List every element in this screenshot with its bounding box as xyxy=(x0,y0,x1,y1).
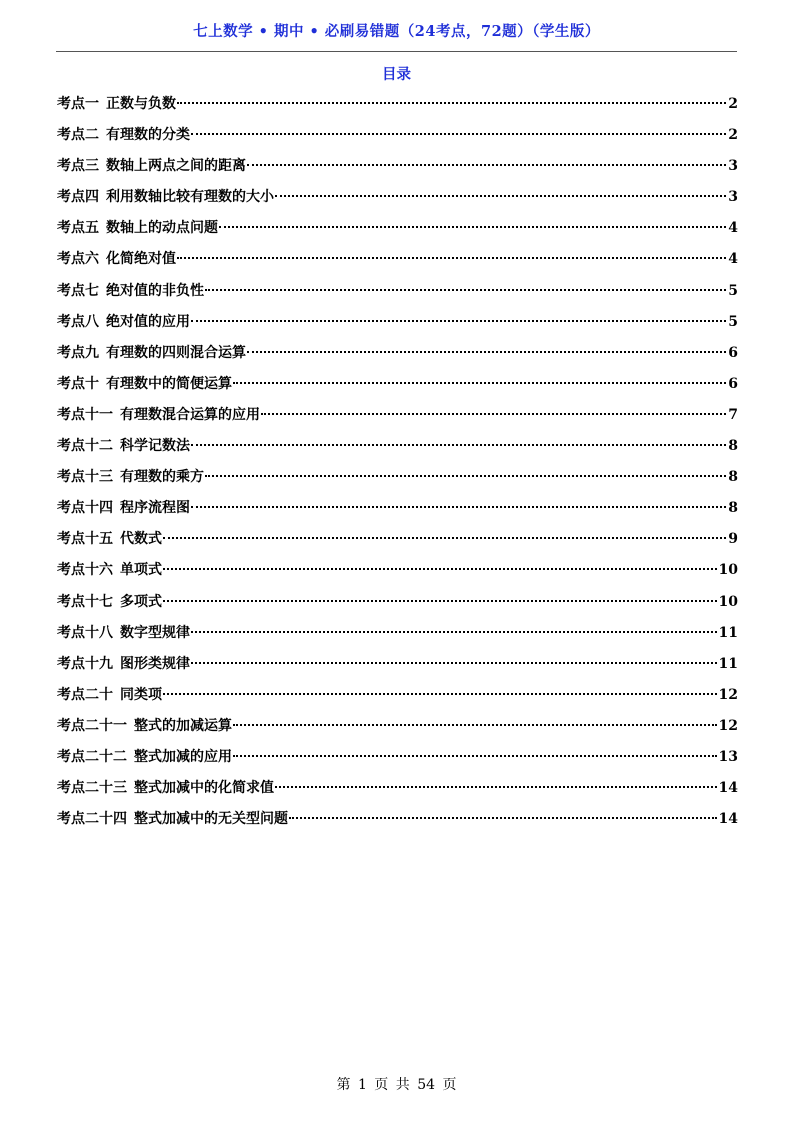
toc-dot-leader xyxy=(233,382,726,384)
toc-dot-leader xyxy=(163,600,717,602)
toc-dot-leader xyxy=(163,537,726,539)
toc-dot-leader xyxy=(177,257,726,259)
toc-entry[interactable] xyxy=(57,743,738,774)
toc-entry-title: 科学记数法 xyxy=(120,438,190,455)
toc-entry-title: 整式加减中的化简求值 xyxy=(134,780,274,797)
toc-entry-label: 考点八 xyxy=(57,313,99,330)
toc-entry-page-number: 2 xyxy=(728,96,738,112)
toc-dot-leader xyxy=(247,351,726,353)
toc-entry-label: 考点十二 xyxy=(57,438,113,455)
toc-entry-label: 考点九 xyxy=(57,344,99,361)
toc-entry[interactable] xyxy=(57,401,738,432)
toc-entry[interactable] xyxy=(57,525,738,556)
toc-entry-label: 考点十一 xyxy=(57,406,113,423)
toc-entry[interactable] xyxy=(57,650,738,681)
toc-entry-title: 利用数轴比较有理数的大小 xyxy=(106,189,274,206)
page-footer: 第 1 页 共 54 页 xyxy=(336,1077,457,1093)
toc-entry-title: 程序流程图 xyxy=(120,500,190,517)
toc-entry-page-number: 11 xyxy=(718,655,738,672)
toc-entry-title: 绝对值的应用 xyxy=(106,313,190,330)
toc-entry-page-number: 14 xyxy=(718,811,738,828)
toc-entry-label: 考点四 xyxy=(57,189,99,206)
toc-entry-page-number: 12 xyxy=(718,717,738,734)
toc-entry-title: 图形类规律 xyxy=(120,655,190,672)
toc-entry-label: 考点二十 xyxy=(57,686,113,703)
toc-entry-page-number: 13 xyxy=(718,748,738,765)
toc-entry-label: 考点二十一 xyxy=(57,717,127,734)
toc-entry-page-number: 6 xyxy=(728,344,738,361)
toc-entry-page-number: 5 xyxy=(728,282,738,299)
toc-dot-leader xyxy=(233,755,717,757)
toc-entry[interactable] xyxy=(57,121,738,152)
toc-entry[interactable] xyxy=(57,588,738,619)
toc-entry[interactable] xyxy=(57,277,738,308)
toc-entry-page-number: 9 xyxy=(728,531,738,548)
toc-entry-label: 考点七 xyxy=(57,282,99,299)
toc-entry-label: 考点六 xyxy=(57,251,99,268)
toc-entry-page-number: 11 xyxy=(718,624,738,641)
toc-entry[interactable] xyxy=(57,619,738,650)
toc-entry-label: 考点十三 xyxy=(57,469,113,486)
toc-dot-leader xyxy=(191,506,726,508)
toc-entry-label: 考点十五 xyxy=(57,531,113,548)
toc-entry[interactable] xyxy=(57,90,738,121)
toc-entry-page-number: 3 xyxy=(728,158,738,175)
toc-entry[interactable] xyxy=(57,152,738,183)
toc-entry[interactable] xyxy=(57,494,738,525)
toc-entry-label: 考点十四 xyxy=(57,500,113,517)
toc-dot-leader xyxy=(275,786,717,788)
toc-entry-label: 考点十九 xyxy=(57,655,113,672)
toc-entry-page-number: 3 xyxy=(728,189,738,206)
toc-entry-label: 考点三 xyxy=(57,158,99,175)
toc-entry-label: 考点十六 xyxy=(57,562,113,579)
toc-dot-leader xyxy=(205,289,726,291)
toc-dot-leader xyxy=(289,817,717,819)
toc-dot-leader xyxy=(219,226,726,228)
toc-entry-page-number: 6 xyxy=(728,375,738,392)
toc-dot-leader xyxy=(205,475,726,477)
toc-entry[interactable] xyxy=(57,183,738,214)
toc-entry-title: 有理数混合运算的应用 xyxy=(120,406,260,423)
toc-entry-title: 代数式 xyxy=(120,531,162,548)
toc-entry-title: 有理数的乘方 xyxy=(120,469,204,486)
toc-dot-leader xyxy=(163,693,717,695)
toc-dot-leader xyxy=(261,413,726,415)
toc-dot-leader xyxy=(247,164,726,166)
toc-dot-leader xyxy=(191,662,717,664)
toc-entry[interactable] xyxy=(57,556,738,587)
toc-entry-page-number: 2 xyxy=(728,127,738,144)
toc-entry-label: 考点二十四 xyxy=(57,811,127,828)
toc-entry[interactable] xyxy=(57,463,738,494)
toc-entry-title: 绝对值的非负性 xyxy=(106,282,204,299)
toc-entry-title: 整式加减中的无关型问题 xyxy=(134,811,288,828)
toc-entry-label: 考点二十三 xyxy=(57,780,127,797)
toc-entry-page-number: 8 xyxy=(728,500,738,517)
toc-entry-page-number: 10 xyxy=(718,593,738,610)
toc-entry-page-number: 10 xyxy=(718,562,738,579)
toc-entry-title: 整式的加减运算 xyxy=(134,717,232,734)
toc-dot-leader xyxy=(233,724,717,726)
toc-entry-title: 数字型规律 xyxy=(120,624,190,641)
toc-entry-title: 有理数的分类 xyxy=(106,127,190,144)
toc-entry[interactable] xyxy=(57,681,738,712)
toc-dot-leader xyxy=(177,102,726,104)
toc-entry-title: 同类项 xyxy=(120,686,162,703)
toc-entry-title: 整式加减的应用 xyxy=(134,748,232,765)
toc-entry[interactable] xyxy=(57,432,738,463)
toc-entry[interactable] xyxy=(57,214,738,245)
toc-entry[interactable] xyxy=(57,805,738,836)
toc-entry[interactable] xyxy=(57,245,738,276)
toc-entry-title: 数轴上两点之间的距离 xyxy=(106,158,246,175)
document-header-title: 七上数学 • 期中 • 必刷易错题（24考点，72题）（学生版） xyxy=(193,23,600,40)
toc-entry[interactable] xyxy=(57,339,738,370)
toc-entry-title: 单项式 xyxy=(120,562,162,579)
toc-dot-leader xyxy=(191,133,726,135)
toc-entry-page-number: 4 xyxy=(728,220,738,237)
toc-entry-label: 考点二十二 xyxy=(57,748,127,765)
toc-entry-label: 考点五 xyxy=(57,220,99,237)
toc-entry-page-number: 8 xyxy=(728,438,738,455)
toc-heading: 目录 xyxy=(382,66,411,83)
toc-entry-label: 考点十八 xyxy=(57,624,113,641)
toc-entry-title: 化简绝对值 xyxy=(106,251,176,268)
toc-dot-leader xyxy=(191,631,717,633)
toc-entry-title: 多项式 xyxy=(120,593,162,610)
header-divider xyxy=(56,51,737,52)
toc-dot-leader xyxy=(191,320,726,322)
toc-entry-page-number: 8 xyxy=(728,469,738,486)
toc-entry-page-number: 12 xyxy=(718,686,738,703)
toc-entry-label: 考点一 xyxy=(57,96,99,112)
toc-entry-label: 考点十 xyxy=(57,375,99,392)
toc-entry-page-number: 4 xyxy=(728,251,738,268)
toc-entry-label: 考点二 xyxy=(57,127,99,144)
toc-entry-label: 考点十七 xyxy=(57,593,113,610)
toc-dot-leader xyxy=(275,195,726,197)
toc-entry-page-number: 5 xyxy=(728,313,738,330)
toc-entry[interactable] xyxy=(57,712,738,743)
toc-entry[interactable] xyxy=(57,308,738,339)
toc-entry-page-number: 14 xyxy=(718,780,738,797)
toc-entry[interactable] xyxy=(57,370,738,401)
toc-entry[interactable] xyxy=(57,774,738,805)
toc-entry-title: 正数与负数 xyxy=(106,96,176,112)
toc-entry-page-number: 7 xyxy=(728,406,738,423)
toc-dot-leader xyxy=(191,444,726,446)
toc-entry-title: 数轴上的动点问题 xyxy=(106,220,218,237)
table-of-contents xyxy=(57,90,738,836)
toc-entry-title: 有理数的四则混合运算 xyxy=(106,344,246,361)
toc-entry-title: 有理数中的简便运算 xyxy=(106,375,232,392)
toc-dot-leader xyxy=(163,568,717,570)
